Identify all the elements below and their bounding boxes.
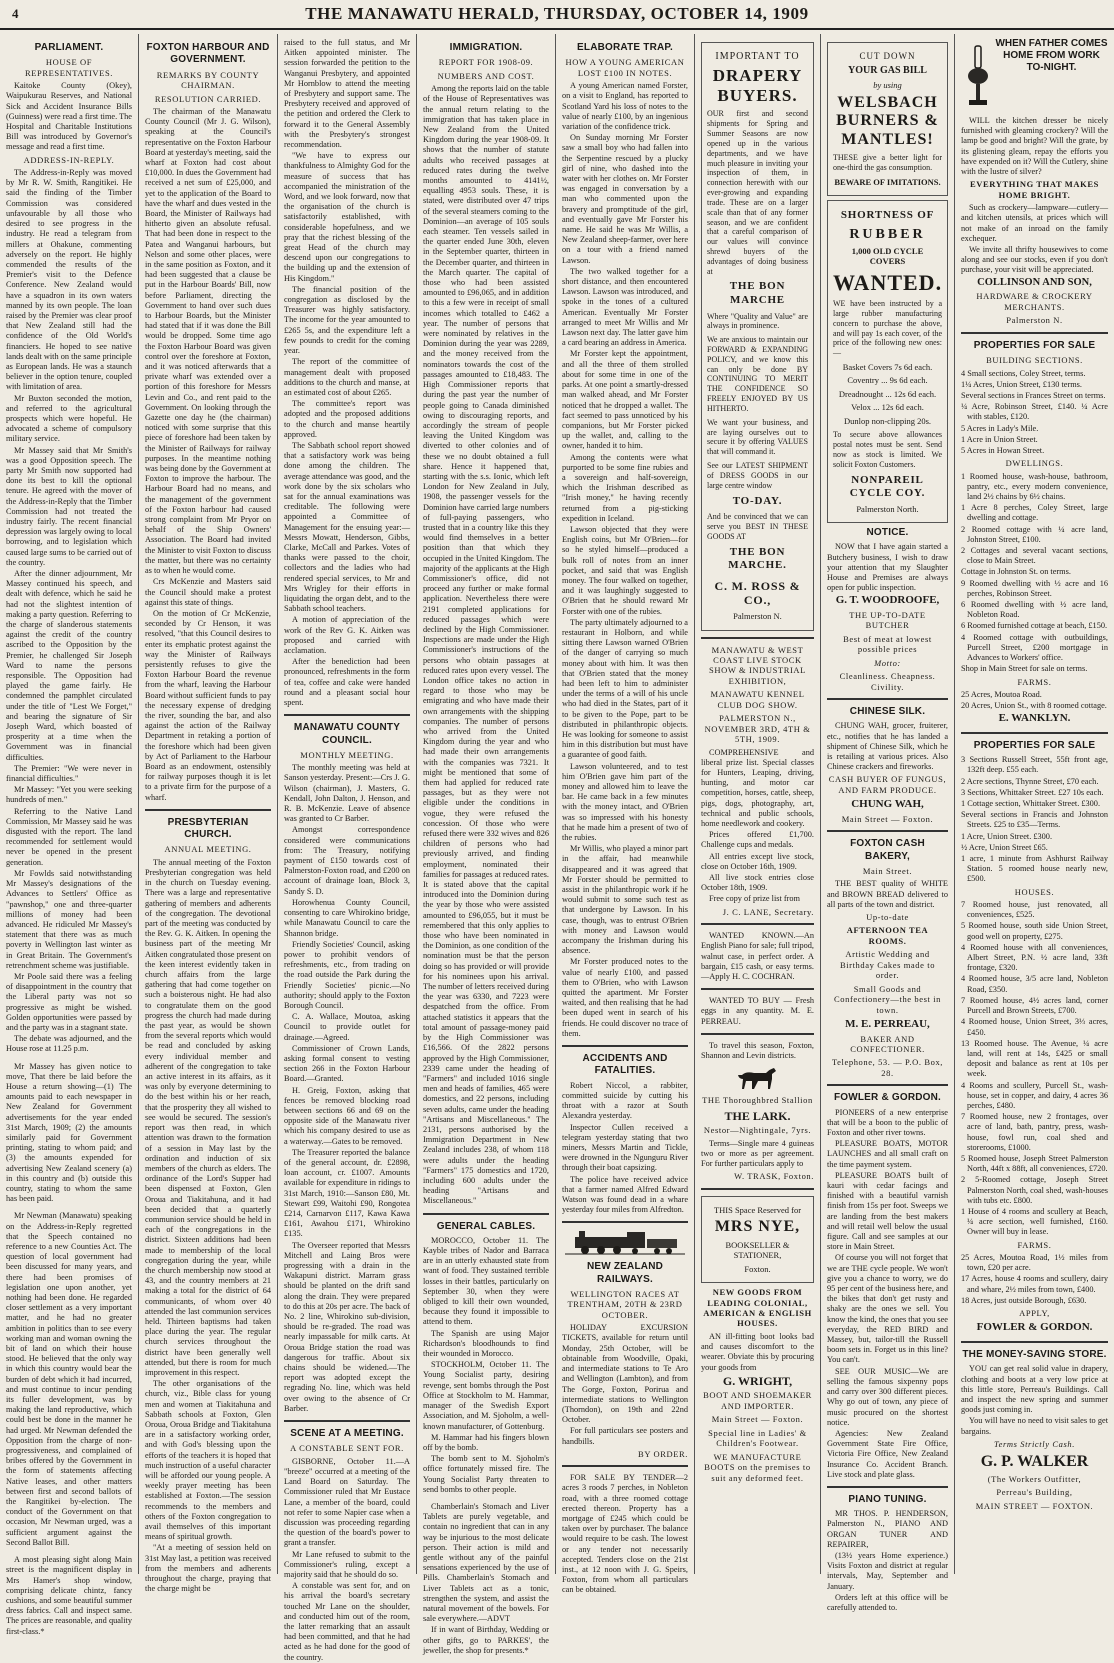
presbyterian-sub: ANNUAL MEETING. [164,844,252,855]
piano-body: (13½ years Home experience.) Visits Foxton and district at regular intervals, May, September and January. [827,1551,948,1591]
article-paragraph: The Overseer reported that Messrs Mitchell and Laing Bros were progressing with a drain in the Wakapuni district. Marram grass should be planted on the drift sand along the drain. They were prepared to do this at 20s per acre. The back of No. 2 line, Whirokino sub-division, should be re-graded. The road was nearly impassable for milk carts. At Oroua Bridge station the road was dangerous for traffic. About six chains should be widened.—The report was adopted except the regrading No. line, which was held over owing to the absence of Cr Barber. [284,1240,410,1413]
property-item: Shop in Main Street for sale on terms. [961,664,1088,674]
money-saving-body: You will have no need to visit sales to get bargains. [961,1416,1108,1436]
ad-line: SHORTNESS OF [840,209,935,222]
article-paragraph: The monthly meeting was held at Sanson yesterday. Present:—Crs J. G. Wilson (chairman), J. Masters, G. Kendall, John Dalton, J. Henson, and R. B. McKenzie. Leave of absence was granted to Cr Barber. [284,763,410,824]
property-item: 1 House of 4 rooms and scullery at Beach, ¼ acre section, well furnished, £160. Owner will buy in lease. [961,1206,1108,1237]
stallion-name: THE LARK. [724,1108,791,1123]
immigration-heading: IMMIGRATION. [449,42,523,53]
presbyterian-heading: PRESBYTERIAN CHURCH. [167,816,249,841]
article-paragraph: Mr Newman (Manawatu) speaking on the Address-in-Reply regretted that the Speech contained no reference to a new Counties Act. The question of local government had been discussed for many years, and there had been promises of legislation one upon another, yet nothing had been done. He regarded closer settlement as a very important matter, and he had no greater ambition in politics than to see every working man and woman owning the bit of land on which their house stood. He believed that the only way in which this country would bear the burden of debt which it had incurred, and must continue to incur pending its fuller development, was by making the land reproductive, which could best be done in the manner he had urged. Mr Newman defended the Opposition from the charge of non-progressiveness, and complained of bribes offered by the Government in the form of statements affecting Native leases, and other matters between first and second ballots of the Rangitikei by-election. The conduct of the Government on that occasion, Mr Newman urged, was a sufficient argument against the Second Ballot Bill. [6,1211,132,1547]
property-item: 5 Acres in Howan Street. [961,445,1045,455]
railways-body: For full particulars see posters and handbills. [562,1426,688,1446]
divider [827,698,948,700]
tender-body: FOR SALE BY TENDER—2 acres 3 roods 7 perches, in Nobleton road, with a three roomed cottage erected thereon. Property has a mortgage of £245 which could be taken over by purchaser. The balance would require to be cash. The lowest or any tender not necessarily accepted. Tenders close on the 21st inst., at 12 noon with J. G. Speirs, Foxton, from whom all particulars can be obtained. [562,1473,688,1595]
property-item: 2 Acre sections, Thynne Street, £70 each. [961,776,1099,786]
trap-heading: ELABORATE TRAP. [577,42,673,53]
ad-body: THESE give a better light for one-third the gas consumption. [833,152,942,172]
show-heading: MANAWATU & WEST COAST LIVE STOCK SHOW & INDUSTRIAL EXHIBITION, [709,644,806,686]
scene-heading: SCENE AT A MEETING. [290,1428,404,1440]
locomotive-icon [565,1229,685,1255]
article-paragraph: Among the reports laid on the table of the House of Representatives was the annual return relating to the immigration that has taken place in New Zealand from the United Kingdom during the year 1908-09. It shows that the number of statute adults who received passages at reduced rates during the twelve months amounted to 4141½, equalling 4953 souls. These, it is stated, were distributed over 47 trips of the several steamers coming to the Dominion—an average of 105 souls each steamer. Ten vessels sailed in the quarter ended June 30th, eleven in the September quarter, thirteen in the December quarter, and thirteen in the March quarter. The capital of those who had been assisted amounted to £96,065, and in addition to this a few were in receipt of small incomes which totalled to £462 a year. The number of persons that were nominated by relatives in the Dominion during the year was 2289, and the money received from the nominators towards the cost of the passages amounted to £18,483. The High Commissioner reports that during the past year the number of people going to Canada diminished owing to discouraging reports, and accordingly the stream of people leaving the United Kingdom was diverted to other colonies and of these we no doubt obtained a full share. Hence it happened that, starting with the s.s. Ionic, which left London for New Zealand in July, 1908, the passenger vessels for the Dominion have carried large numbers of full-paying passengers, who trusted that in a country like this they would find themselves in a better position than that which they occupied in the United Kingdom. The majority of the applicants at the High Commissioner's office, did not proceed any further or make formal application. Nevertheless there were 2191 completed applications for reduced passages which were declined by the High Commissioner. Inspections are made under the High Commissioner's instructions of the persons who obtain passages at reduced rates upon every vessel. The London office takes no action in regard to those who may be emigrating and who have made their own arrangements with the shipping companies. The number of persons who arrived from the United Kingdom during the year and who had made their own arrangements with the companies was 7321. It might be mentioned that some of them had applied for reduced rate passages, but as they were not eligible under the conditions in vogue, they were refused the concession. Of those who were refused there were 332 wives and 826 children of persons who had previously arrived, and finding employment, nominated their families for passages at reduced rates. It is stated above that the capital introduced into the Dominion during the year by those who were assisted amounted to £96,055, but it must be remembered that this only applies to those who have been nominated in the Dominion, as one condition of the nomination must be that the person doing so has provided or will provide for his nominees upon his arrival. The number of letters received during the year was 6330, and 7223 were despatched from the office. From attached statistics it appears that the total amount of passage-money paid by the High Commissioner was £16,566. Of the 2822 persons approved by the High Commissioner, 2339 came under the heading of "Farmers" and included 1016 single men and heads of families, 465 were domestics, and 22 persons, including seven adults, came under the heading "Artisans and Miscellaneous." The 2131, persons authorised by the Immigration Department in New Zealand includes 238, of whom 118 were adults under the heading "Farmers" 175 domestics and 1720, including 600 adults under the heading "Artisans and Miscellaneous." [423,84,549,1206]
bakery-body: Small Goods and Confectionery—the best in town. [833,983,942,1015]
divider [701,988,814,990]
article-paragraph: raised to the full status, and Mr Aitken appointed minister. The session forwarded the petition to the Wanganui Presbytery, and appointed Mr Hornblow to attend the meeting of Presbytery and support same. The Presbytery received and approved of the petition and ordered the Clerk to forward it to the General Assembly with the Presbytery's strongest recommendation. [284,38,410,150]
ad-body: Where "Quality and Value" are always in prominence. [707,311,808,331]
property-list [961,900,1108,1238]
railways-sign: BY ORDER. [638,1448,688,1459]
article-paragraph: The Sabbath school report showed that a satisfactory work was being done among the children. The average attendance was good, and the work done by the six scholars who sat for the annual examinations was creditable. The following were appointed a Committee of Management for the ensuing year:—Messrs Mowatt, Henderson, Gibbs, Clarke, McCall and Parkes. Votes of thanks were passed to the choir, collectors and the ladies who had rendered special services, to Mr and Mrs Wrigley for their efforts in liquidating the organ debt, and to the Sabbath school teachers. [284,440,410,614]
ad-headline: WELSBACH BURNERS & MANTLES! [836,93,939,148]
property-item: 1 Acre 8 perches, Coley Street, large dwelling and cottage. [961,503,1108,523]
silk-heading: CHINESE SILK. [849,706,926,718]
ad-body: And be convinced that we can serve you BEST IN THESE GOODS AT [707,512,808,541]
property-item: ½ Acre, Union Street £65. [961,842,1048,852]
silk-body: CASH BUYER OF FUNGUS, AND FARM PRODUCE. [828,774,947,795]
article-paragraph: On Sunday morning Mr Forster saw a small boy who had fallen into the Serpentine rescued by a plucky girl of nine, who dashed into the water with her clothes on. Mr Forster was engaged in conversation by a man who commented upon the bravery and promptitude of the girl, and eventually gave Mr Forster his name. He said he was Mr Willis, a New Zealand sheep-farmer, over here on a tour with a friend named Lawson. [562,133,688,265]
piano-heading: PIANO TUNING. [848,1493,927,1505]
divider [284,714,410,716]
page-columns [0,34,1114,1662]
article-paragraph: Commissioner of Crown Lands, asking formal consent to vesting section 266 in the Foxton Harbour Board.—Granted. [284,1043,410,1084]
article-paragraph: GISBORNE, October 11.—A "breeze" occurred at a meeting of the Land Board on Saturday. The Commissioner ruled that Mr Eustace Lane, a member of the board, could not refer to some Napier case when a discussion was proceeding regarding the question of the board's power to grant a transfer. [284,1456,410,1548]
piano-body: Orders left at this office will be carefully attended to. [827,1592,948,1613]
bakery-body: THE BEST quality of WHITE and BROWN BREAD delivered to all parts of the town and district. [827,879,948,909]
trap-sub: HOW A YOUNG AMERICAN LOST £100 IN NOTES. [565,57,685,78]
divider [701,923,814,925]
immigration-sub: REPORT FOR 1908-09. [438,57,534,68]
ad-body: WE have been instructed by a large rubber manufacturing concern to purchase the above, and will pay 1s each cover, of the price of the following new ones:— [833,299,942,358]
article-paragraph: The Premier: "We were never in financial difficulties." [6,763,132,784]
column-2 [139,34,278,1594]
bakery-trade: BAKER AND CONFECTIONER. [850,1033,925,1054]
walker-street: MAIN STREET — FOXTON. [975,1500,1094,1511]
article-paragraph: Mr Massey said that Mr Smith's was a good Opposition speech. The party Mr Smith now supported had done its best to kill the optional tenure. He agreed with the mover of the Address-in-Reply that the Timber Commission had not treated the industry fairly. The recent financial depression was largely owing to local borrowing, and to legislation which caused large sums to be carried out of the country. [6,445,132,567]
show-body: All entries except live stock, close on October 16th, 1909. [701,851,814,871]
notice-heading: NOTICE. [866,527,909,539]
wanted-ad: WANTED KNOWN.—An English Piano for sale; full tripod, walnut case, in perfect order. A bargain, £15 cash, or easy terms.—Apply H. C. COCHRAN. [701,931,814,981]
property-item: 6 Roomed furnished cottage at beach, £150. [961,621,1108,631]
price-item: Velox ... 12s 6d each. [851,402,924,413]
bakery-sub: Main Street. [862,865,913,876]
immigration-sub2: NUMBERS AND COST. [437,70,535,81]
property-item: Cottage in Johnston St. on terms. [961,567,1071,577]
article-paragraph: The Spanish are using Major Richardson's bloodhounds to find their wounded in Morocco. [423,1328,549,1359]
property-item: 7 Roomed house, just renovated, all conveniences, £525. [961,900,1108,920]
column-1 [0,34,139,1636]
bakery-body: AFTERNOON TEA ROOMS. [846,925,929,946]
harbour-sub2: RESOLUTION CARRIED. [154,93,262,104]
ad-town: Palmerston North. [856,503,919,514]
collinson-trade: HARDWARE & CROCKERY MERCHANTS. [976,291,1093,312]
fowler-gordon-body: PLEASURE BOATS, MOTOR LAUNCHES and all small craft on the time payment system. [827,1139,948,1169]
property-item: Several sections in Francis and Johnston Streets. £25 to £35—Terms. [961,810,1108,830]
show-heading: MANAWATU KENNEL CLUB DOG SHOW. [710,689,805,710]
ad-body: To secure above allowances postal notes must be sent. Send now as stock is limited. We solicit Foxton Customers. [833,430,942,469]
article-paragraph: H. Greig, Foxton, asking that fences be removed blocking road between sections 66 and 69 on the opposite side of the Manawatu river which his company desired to use as a waterway.—Gates to be removed. [284,1085,410,1146]
butcher-line: THE UP-TO-DATE BUTCHER [849,609,926,631]
property-item: 25 Acres, Moutoa Road. [961,689,1042,699]
money-saving-heading: THE MONEY-SAVING STORE. [962,1349,1107,1360]
butcher-motto: Cleanliness. Cheapness. Civility. [839,671,936,692]
article-paragraph: A constable was sent for, and on his arrival the board's secretary touched Mr Lane on the shoulder, and conducted him out of the room, the latter remarking that an assault had been committed, and that he had acted as he had done for the good of the country. [284,1581,410,1662]
column-7 [821,34,955,1613]
walker-addr: Perreau's Building, [996,1487,1073,1498]
address-sub: ADDRESS-IN-REPLY. [23,154,115,165]
article-paragraph: Amongst correspondence considered were communications from: The Treasury, notifying payment of £150 towards cost of Palmerston-Foxton road, and £200 on account of drainage loan, Block 3, Sandy S. D. [284,825,410,896]
properties-heading: PROPERTIES FOR SALE [973,739,1096,751]
fowler-gordon-name: FOWLER & GORDON. [976,1321,1093,1334]
property-item: 2 Roomed cottage with ¼ acre land, Johnston Street, £100. [961,524,1108,544]
column-3 [278,34,417,1662]
bakery-heading: FOXTON CASH BAKERY, [850,838,925,862]
railways-body: HOLIDAY EXCURSION TICKETS, available for return until Monday, 25th October, will be obtainable from Woodville, Opaki, and intermediate stations to Te Aro and Wellington (Lambton), and from The Gorge, Foxton, Porirua and intermediate stations to Wellington (Thorndon), on 19th and 22nd October. [562,1323,688,1425]
ad-name: TO-DAY. [732,494,783,507]
ad-headline: WANTED. [833,269,943,295]
property-item: 1 Roomed house, wash-house, bathroom, pantry, etc., every modern convenience, land 2½ chains by 6½ chains. [961,471,1108,502]
property-item: 1¼ Acres, Union Street, £130 terms. [961,379,1082,389]
property-item: 5 Roomed house, south side Union Street, good well on property, £275. [961,921,1108,941]
wanklyn-name: E. WANKLYN. [998,712,1071,725]
silk-addr: Main Street — Foxton. [841,813,934,824]
collinson-heading: WHEN FATHER COMES HOME FROM WORK TO-NIGHT. [995,38,1108,73]
article-paragraph: Mr Massey: "Yet you were seeking hundreds of men." [6,785,132,805]
welsbach-ad [827,42,948,196]
article-paragraph: Chamberlain's Stomach and Liver Tablets are purely vegetable, and contain no ingredient that can in any way be injurious to the most delicate person. Their action is mild and gentle without any of the painful sensations experienced by the use of Pills. Chamberlain's Stomach and Liver Tablets act as a tonic, strengthen the system, and assist the natural movement of the bowels. For sale everywhere.—ADVT [423,1501,549,1624]
divider [423,1213,549,1215]
property-item: 3 Sections Russell Street, 55ft front age, 132ft deep. £55 each. [961,755,1108,775]
article-paragraph: A most pleasing sight along Main street is the magnificent display in Mrs Hamer's shop window, comprising delicate chintz, fancy cushions, and some beautiful summer dress fabrics. Call and inspect same. The prices are reasonable, and quality first-class.* [6,1555,132,1636]
collinson-body: We invite all thrifty housewives to come along and see our stocks, even if you don't purchase, your visit will be appreciated. [961,244,1108,275]
column-8 [955,34,1114,1574]
ad-line: YOUR GAS BILL [848,65,927,77]
column-5 [556,34,695,1595]
butcher-name: G. T. WOODROOFE, [835,594,940,607]
show-sign: J. C. LANE, Secretary. [722,906,814,917]
article-paragraph: Mr Massey has given notice to move, That there be laid before the House a return showing—(1) The amounts paid to each newspaper in New Zealand for Government advertisements for the year ended 31st March, 1909; (2) the amounts similarly paid for Government printing, stating to whom paid; and (3) the amounts expended for advertising New Zealand scenery (a) in this country and (b) outside this country, stating to whom the same has been paid. [6,1061,132,1204]
property-item: 6 Roomed dwelling with ½ acre land, Nobleton Road. [961,600,1108,620]
article-paragraph: The police have received advice that a farmer named Alfred Edward Watson was found dead in a whare yesterday four miles from Alfredton. [562,1174,688,1215]
ad-line: BOOKSELLER & STATIONER, [725,1239,790,1261]
article-paragraph: Lawson objected that they were English coins, but Mr O'Brien—for so he styled himself—produced a bulk roll of notes from an inner pocket, and said that was English money. The four walked on together, and it was laughingly suggested to O'Brien that he should reward Mr Forster with one of the rubies. [562,524,688,616]
property-item: 2 Cottages and several vacant sections, close to Main Street. [961,546,1108,566]
price-item: Dunlop non-clipping 20s. [843,415,932,426]
silk-body: CHUNG WAH, grocer, fruiterer, etc., notifies that he has landed a shipment of Chinese Silk, which he is retailing at various prices. Also Chinese crackers and fireworks. [827,721,948,772]
property-item: 13 Roomed house. The Avenue, ¼ acre land, will rent at 14s, £425 or small deposit and balance as rent at 10s per week. [961,1038,1108,1079]
goods-body: WE MANUFACTURE BOOTS on the premises to suit any deformed feet. [704,1451,811,1483]
column-4 [417,34,556,1655]
price-item: Basket Covers 7s 6d each. [842,362,933,372]
ad-line: THIS Space Reserved for [713,1204,802,1215]
property-item: 4 Roomed house, Union Street, 3⅓ acres, £450. [961,1017,1108,1037]
article-paragraph: On the motion of Cr McKenzie, seconded by Cr Henson, it was resolved, "that this Council desires to enter its emphatic protest against the way the Minister of Railways persistently refuses to give the Foxton Harbour Board the revenue from the wharf, leaving the Harbour Board without sufficient funds to pay the necessary expense of dredging the river, sounding the bar, and also against the action of the Railway Department in retaking a portion of the foreshore which had been given by Act of Parliament to the Harbour Board as an endowment, ostensibly for railway purposes though it is let to a private firm for the purpose of a wharf. [145,608,271,802]
divider [961,332,1108,334]
money-saving-body: YOU can get real solid value in drapery, clothing and boots at a very low price at this little store, Perreau's Buildings. Call and inspect the new spring and summer goods just coming in. [961,1364,1108,1415]
goods-trade: BOOT AND SHOEMAKER AND IMPORTER. [703,1390,812,1411]
article-paragraph: The financial position of the congregation as disclosed by the Treasurer was highly satisfactory. The income for the year amounted to £265 5s, and the expenditure left a few pounds to credit for the coming year. [284,284,410,356]
ad-line: by using [873,80,902,91]
fowler-gordon-body: PLEASURE BOATS built of kauri with cedar facings and finished with a beautiful varnish finish from 15s per foot. Sweeps we are landing from the best makers and will retail well below the usual figure. Call and see samples at our store in Main Street. [827,1170,948,1252]
parliament-heading: PARLIAMENT. [34,42,104,53]
stallion-body: Terms—Single mare 4 guineas two or more as per agreement. For further particulars apply to [701,1138,814,1169]
fowler-gordon-body: Agencies: New Zealand Government State Fire Office, Victoria Fire Office, New Zealand Insurance Co. Accident Branch. Live stock and plate glass. [827,1428,948,1479]
divider [827,1486,948,1488]
ad-name: NONPAREIL CYCLE COY. [849,473,926,500]
newspaper-banner: THE MANAWATU HERALD, THURSDAY, OCTOBER 14, 1909 [305,4,809,23]
property-list [961,755,1108,884]
masthead [0,0,1114,30]
article-paragraph: The chairman of the Manawatu County Council (Mr J. G. Wilson), speaking at the Council's representative on the Foxton Harbour Board at yesterday's meeting, said the wharf at Foxton had cost about £10,000. In dues the Government had received a net sum of £25,000, and yet to the application of the Board to have the wharf and dues vested in the Board, the Minister of Railways had hitherto given an absolute refusal. That had been done in respect to the Patea and Wanganui harbours, but Nelson and some other places, were in the same position as Foxton, and it had been suggested that a clause be put in the Harbour Boards' Bill, now before Parliament, directing the Government to hand over such dues to Harbour Boards, but the Minister had stated that if it was done the Bill would be dropped. Some time ago the Foxton Harbour Board was given control over the foreshore at Foxton, and it was noticed afterwards that a private wharf was extended over a portion of this foreshore for Messrs Levin and Co., and rent paid to the Government. On looking through the Gazette one day he (the chairman) noticed with some surprise that this piece of foreshore had been taken by the Minister of Railways for railway purposes. In the meantime nothing was being done by the Government at Foxton to improve the harbour. The Harbour Board had no means, and the management of the government of the Foxton harbour had caused strong complaint from Mr Pryor on behalf of the Ship Owners' Association. The Board had invited the Minister to visit Foxton to discuss the matter, but there was no certainty as to when he would come. [145,106,271,576]
article-paragraph: Robert Niccol, a rabbiter, committed suicide by cutting his throat with a razor at South Alexandra yesterday. [562,1080,688,1121]
show-body: All live stock entries close October 18th, 1909. [701,873,814,893]
ad-line: IMPORTANT TO [715,51,800,62]
butcher-motto-label: Motto: [874,657,901,668]
article-paragraph: Mr Buxton seconded the motion, and referred to the agricultural prospects which were hopeful. He advocated a scheme of compulsory military service. [6,393,132,444]
fowler-gordon-body: Of course you will not forget that we are THE cycle people. We won't give you a chance to worry, we do 95 per cent of the business here, and the bikes that don't get rusty and shaky are the ones we sell. You know the kind, the ones that you see everyday, the RED BIRD and Massey, but, tailor-till the Russell boom sets in. Forget us in this line? You can't. [827,1253,948,1365]
divider [701,1188,814,1190]
horse-icon [736,1065,780,1091]
ad-town: Palmerston N. [733,611,782,622]
property-item: 4 Rooms and scullery, Purcell St., wash-house, set in copper, and dairy, 4 acres 36 perches, £480. [961,1080,1108,1110]
show-body: COMPREHENSIVE and liberal prize list. Special classes for Hunters, Leaping, driving, hunting, and motor car competition, horses, cattle, sheep, pigs, dogs, photography, art, technical and public schools, home needlework and cookery. [701,747,814,829]
divider [562,1221,688,1223]
article-paragraph: Horowhenua County Council, consenting to care Whirokino bridge, while Manawatu Council to care the Shannon bridge. [284,897,410,938]
railways-heading: NEW ZEALAND RAILWAYS. [586,1261,664,1285]
collinson-town: Palmerston N. [1006,315,1063,326]
fowler-gordon-heading: FOWLER & GORDON. [833,1092,942,1104]
divider [827,830,948,832]
price-item: Dreadnought ... 12s 6d each. [838,388,937,399]
property-item: 5 Acres in Lady's Mile. [961,423,1039,433]
rubber-ad [827,200,948,523]
property-item: 4 Roomed house with all conveniences, Albert Street, P.N. ½ acre land, 33ft frontage, £320. [961,942,1108,973]
article-paragraph: The party ultimately adjourned to a restaurant in Holborn, and while sitting there Lawson warned O'Brien of the danger of carrying so much money about with him. It was then that O'Brien stated that the money had been left to him to administer under the terms of a will of his uncle who had died in the States, part of it to be given to the Pope, part to be distributed in philanthropic objects. He was looking for someone to assist him in this distribution but must have a guarantee of good faith. [562,617,688,760]
article-paragraph: The debate was adjourned, and the House rose at 11.25 p.m. [6,1034,132,1054]
railways-sub: WELLINGTON RACES AT TRENTHAM, 20TH & 23RD OCTOBER. [567,1288,683,1320]
show-body: Free copy of prize list from [709,894,801,904]
stallion-head: THE Thoroughbred Stallion [702,1095,813,1106]
article-paragraph: Mr Poole said there was a feeling of disappointment in the country that the Liberal party was not so progressive as might be wished. Golden opportunities were passed by and the party was in a stagnant state. [6,971,132,1032]
property-item: 5 Roomed house, Joseph Street Palmerston North, 44ft x 88ft, all conveniences, £720. [961,1153,1108,1174]
goods-addr: Main Street — Foxton. [711,1414,804,1425]
article-paragraph: Mr Forster kept the appointment, and all the three of them strolled about for some time in one of the parks. At one point a smartly-dressed man walked ahead, and Mr Forster noticed that he dropped a wallet. The fact seemed to pass unnoticed by his companions, but Mr Forster picked up the wallet, and, calling to the owner, handed it to him. [562,349,688,451]
property-item: 4 Small sections, Coley Street, terms. [961,368,1086,378]
bakery-tel: Telephone, 53. — P.O. Box, 28. [831,1057,944,1078]
divider [961,1341,1108,1343]
article-paragraph: The Address-in-Reply was moved by Mr R. W. Smith, Rangitikei. He said the finding of the Timber Commission was considered unfavourable by all those who desired to see progress in the industry. He read a telegram from millers at Ohakune, commenting adversely on the report. He highly commended the results of the Premier's visit to the Defence Conference. New Zealand would have a squadron in its own waters manned by its own people. The loan raised by the Premier was clear proof that New Zealand still had the confidence of the Old World's financiers. He hoped to see native lands dealt with on the same principle as European lands. He was a staunch believer in the option tenure, coupled with limitation of area. [6,168,132,392]
article-paragraph: Friendly Societies' Council, asking power to prohibit vendors of refreshments, etc., from trading on the road outside the Park during the Friendly Societies' picnic.—No authority; should apply to the Foxton Borough Council. [284,939,410,1010]
ad-headline: DRAPERY BUYERS. [712,66,803,105]
ad-body: OUR first and second shipments for Spring and Summer Seasons are now opened up in the various departments, and we have much pleasure in inviting your inspection of them, in connection herewith with our ever-growing and expanding trade. These are on a larger scale than that of any former season, and we are confident that a careful comparison of our values will convince shrewd buyers of the advantages of doing business at [707,109,808,276]
lamp-icon [965,44,991,112]
properties-sub: HOUSES. [1014,886,1055,897]
article-paragraph: The report of the committee of management dealt with proposed additions to the church and manse, at an estimated cost of about £265. [284,357,410,397]
article-paragraph: The bomb sent to M. Sjoholm's office fortunately missed fire. The Young Socialist Party threaten to send bombs to other people. [423,1454,549,1494]
article-paragraph: After the benediction had been pronounced, refreshments in the form of tea, coffee and cake were handed round and a pleasant social hour spent. [284,657,410,707]
ad-body: See our LATEST SHIPMENT of DRESS GOODS in our large centre window [707,461,808,490]
property-item: 4 Roomed house, 3/5 acre land, Nobleton Road, £350. [961,974,1108,994]
property-item: ¼ Acre, Robinson Street, £140. ¼ Acre with stables, £120. [961,402,1108,422]
ad-name: THE BON MARCHE. [728,545,787,572]
ad-body: We are anxious to maintain our FORWARD & EXPANDING POLICY, and we know this can only be done BY CONTINUING TO MERIT THE CONFIDENCE SO FREELY ENJOYED BY US HITHERTO. [707,335,808,413]
apply-line: APPLY, [1019,1308,1050,1319]
article-paragraph: "At a meeting of session held on 31st May last, a petition was received from the members and adherents throughout the charge, praying that the charge might be [145,1543,271,1594]
article-paragraph: Crs McKenzie and Masters said the Council should make a protest against this state of things. [145,577,271,607]
ad-line: BEWARE OF IMITATIONS. [834,176,941,187]
scene-sub: A CONSTABLE SENT FOR. [290,1443,404,1454]
article-paragraph: Lawson volunteered, and to test him O'Brien gave him part of the money and allowed him to leave the bar. He came back in a few minutes with the money intact, and O'Brien was so impressed with his honesty that he made him a present of two of the rubies. [562,761,688,843]
article-paragraph: STOCKHOLM, October 11. The Young Socialist party, desiring revenge, sent bombs through the Post Office at Stockholm to M. Hammar, manager of the Swedish Export Association, and M. Sjoholm, a well-known manufacturer, of Gottenburg. [423,1360,549,1431]
article-paragraph: Mr Fowlds said notwithstanding Mr Massey's designations of the Advances to Settlers' Office as "pawnshop," one and three-quarter millions of money had been advanced. He ridiculed Mr Massey's statement that there was as much poverty in Wellington last winter as in Great Britain. The Government's retrenchment scheme was justifiable. [6,868,132,970]
property-item: 7 Roomed house, new 2 frontages, over acre of land, bath, pantry, press, wash-house, fowl run, coal shed and storerooms, £1000. [961,1112,1108,1152]
collinson-big: EVERYTHING THAT MAKES HOME BRIGHT. [970,179,1099,200]
harbour-sub: REMARKS BY COUNTY CHAIRMAN. [156,69,260,91]
goods-name: G. WRIGHT, [722,1373,793,1388]
properties-sub: FARMS. [1017,1239,1052,1250]
divider [961,732,1108,734]
wanted-ad: WANTED TO BUY — Fresh eggs in any quantity. M. E. PERREAU. [701,996,814,1026]
property-item: 3 Sections, Whittaker Street. £27 10s each. [961,787,1104,797]
mrs-nye-ad [701,1196,814,1283]
article-paragraph: M. Hammar had his fingers blown off by the bomb. [423,1432,549,1452]
property-item: 25 Acres, Moutoa Road, 1½ miles from town, £20 per acre. [961,1253,1108,1273]
property-item: 7 Roomed house, 4½ acres land, corner Purcell and Brown Streets, £700. [961,995,1108,1016]
article-paragraph: Mr Willis, who played a minor part in the affair, had meanwhile disappeared and it was agreed that Mr Forster should be permitted to assist in the philanthropic work if he would submit to some such test as that undergone by Lawson. In his case, though, was to entrust O'Brien with money and Lawson would accompany the Irishman during his absence. [562,844,688,956]
ad-headline: MRS NYE, [714,1218,801,1236]
bakery-name: M. E. PERREAU, [845,1017,930,1030]
page-number: 4 [12,6,19,21]
property-item: 1 Cottage section, Whittaker Street. £300. [961,798,1101,808]
stallion-body: Nestor—Nightingale, 7yrs. [703,1125,812,1136]
ad-firm: C. M. ROSS & CO., [714,578,801,608]
property-item: 20 Acres, Union St., with 8 roomed cottage. [961,701,1107,711]
article-paragraph: The Treasurer reported the balance of the general account, dr. £2898, loan account, cr. £1007. Amounts available for expenditure in ridings to 31st March, 1910:—Sanson £80, Mt. Stewart £99, Waitohi £90, Rongotea £214, Carnarvon £117, Kawa Kawa £161, Awahou £171, Whirokino £135. [284,1147,410,1239]
property-item: Several sections in Frances Street on terms. [961,390,1106,400]
county-council-heading: MANAWATU COUNTY COUNCIL. [293,722,401,746]
ad-line: CUT DOWN [859,51,916,61]
article-paragraph: After the dinner adjournment, Mr Massey continued his speech, and dealt with defence, which he said he had not the slightest intention of making a party question. Referring to the charge of slanderous statements against the credit of the country ascribed to the Opposition by the Premier, he challenged Sir Joseph Ward to name the persons responsible. The Opposition had played the game fairly. He condemned the pamphlet circulated under the title of "Lest We Forget," and bearing the signature of Sir Joseph Ward, which boasted of prosperity at a time when the Government was in financial difficulties. [6,569,132,762]
property-item: 1 Acre in Union Street. [961,434,1038,444]
article-paragraph: C. A. Wallace, Moutoa, asking Council to provide outlet for drainage.—Agreed. [284,1012,410,1042]
show-body: Prices offered £1,700. Challenge cups and medals. [701,830,814,850]
walker-name: G. P. WALKER [980,1453,1089,1471]
collinson-name: COLLINSON AND SON, [977,276,1092,288]
article-paragraph: MOROCCO, October 11. The Kayble tribes of Nador and Barraca are in an utterly exhausted state from want of food. They sustained terrible losses in their battles, particularly on September 30, when they were obliged to kill their own wounded, because they found it impossible to attend to them. [423,1235,549,1327]
property-list [961,1253,1108,1306]
notice-body: NOW that I have again started a Butchery business, I wish to draw your attention that my Slaughter House and Premises are always open for public inspection. [827,542,948,593]
property-item: 4 Roomed cottage with outbuildings, Purcell Street, £200 mortgage in Advances to Workers' office. [961,632,1108,663]
article-paragraph: Kaitoke County (Okey), Waipukurau Reserves, and National Sick and Accident Insurance Bills (Guinness) were read a first time. The Hospital and Charitable Institutions Bill was introduced by Governor's message and read a first time. [6,81,132,152]
article-paragraph: Mr Lane refused to submit to the Commissioner's ruling, except a majority said that he should do so. [284,1549,410,1580]
ad-body: We want your business, and are laying ourselves out to secure it by offering VALUES that will command it. [707,417,808,457]
article-paragraph: If in want of Birthday, Wedding or other gifts, go to PARKES', the jeweller, the shop for presents.* [423,1625,549,1655]
properties-sub: DWELLINGS. [1005,458,1064,469]
stallion-travel: To travel this season, Foxton, Shannon and Levin districts. [701,1040,814,1060]
cables-heading: GENERAL CABLES. [436,1220,536,1232]
stallion-sign: W. TRASK, Foxton. [734,1171,814,1182]
property-item: 2 5-Roomed cottage, Joseph Street Palmerston North, coal shed, wash-houses with tubs etc. £800. [961,1175,1108,1205]
divider [701,637,814,639]
bakery-body: Artistic Wedding and Birthday Cakes made to order. [839,949,936,981]
goods-body: AN ill-fitting boot looks bad and causes discomfort to the wearer. Obviate this by procuring your goods from [701,1331,814,1372]
silk-name: CHUNG WAH, [851,798,924,811]
article-paragraph: Among the contents were what purported to be some fine rubies and a sovereign and half-sovereign, which the Irishman described as "Irish money," he having recently returned from a pig-sticking expedition in Iceland. [562,452,688,523]
collinson-body: Such as crockery—lampware—cutlery—and kitchen utensils, at prices which will not make of an inroad on the family exchequer. [961,203,1108,243]
accidents-heading: ACCIDENTS AND FATALITIES. [582,1053,668,1077]
ad-line: Foxton. [744,1263,771,1274]
article-paragraph: Mr Forster produced notes to the value of nearly £100, and passed them to O'Brien, who with Lawson quitted the apartment. Mr Forster waited, and then realising that he had been duped went in search of his friends. He could discover no trace of them. [562,957,688,1038]
fowler-gordon-body: PIONEERS of a new enterprise that will be a boon to the public of Foxton and other river towns. [827,1107,948,1138]
price-item: Coventry ... 9s 6d each. [847,375,928,386]
article-paragraph: The other organisations of the church, viz., Bible class for young men and women at Tiakitahuna and Sabbath schools at Foxton, Glen Oroua, Oroua Bridge and Tiakitahuna are in a satisfactory working order, and with God's blessing upon the efforts of the teachers it is hoped that much instruction of a useful character will be afforded our young people. A weekly prayer meeting has been established at Foxton.—The session recommends to the members and others of the Foxton congregation to avail themselves of this important means of spiritual growth. [145,1379,271,1542]
article-paragraph: A young American named Forster, on a visit to England, has reported to Scotland Yard his loss of notes to the value of nearly £100, by an ingenious variation of the confidence trick. [562,81,688,132]
article-paragraph: The committee's report was adopted and the proposed additions to the church and manse heartily approved. [284,399,410,439]
property-item: 1 acre, 1 minute from Ashhurst Railway Station. 5 roomed house nearly new, £500. [961,854,1108,884]
ad-line: 1,000 OLD CYCLE COVERS [851,245,924,267]
divider [562,1045,688,1047]
collinson-ad-top [961,38,1108,116]
piano-body: MR THOS. P. HENDERSON, Palmerston N., PIANO AND ORGAN TUNER AND REPAIRER, [827,1509,948,1549]
property-list [961,369,1108,457]
divider [562,1465,688,1467]
article-paragraph: Inspector Cullen received a telegram yesterday stating that two miners, Messrs Martin and Tickle, were drowned in the Ngunguru River through their boat capsizing. [562,1122,688,1173]
property-item: 18 Acres, just outside Borough, £630. [961,1295,1087,1305]
divider [701,1033,814,1035]
column-6 [695,34,821,1574]
collinson-body: WILL the kitchen dresser be nicely furnished with gleaming crockery? Will the lamp be good and bright? Will the grate, by its glistening gleam, repay the efforts you have expended on it? Will the Cutlery, shine with the lustre of silver? [961,116,1108,177]
divider [827,1084,948,1086]
article-paragraph: A motion of appreciation of the work of the Rev G. K. Aitken was proposed and carried with acclamation. [284,615,410,655]
parliament-sub: HOUSE OF REPRESENTATIVES. [24,57,114,78]
goods-heading: NEW GOODS FROM LEADING COLONIAL, AMERICAN & ENGLISH HOUSES. [703,1287,812,1329]
butcher-line: Best of meat at lowest possible prices [843,633,932,655]
properties-heading: PROPERTIES FOR SALE [973,339,1096,351]
article-paragraph: The annual meeting of the Foxton Presbyterian congregation was held in the church on Tuesday evening. There was a large and representative gathering of members and adherents of the congregation. The devotional part of the meeting was conducted by the Rev. G. K. Aitken. In opening the business part of the meeting Mr Aitken congratulated those present on the keen interest evidently taken in church affairs from the large gathering that had come together on such a boisterous night. He had also to congratulate them on the good progress the church had made during the past year, as would be shown from the several reports which would be read and concluded by asking every individual member and adherent of the congregation to take an active interest in its affairs, as it was only by everyone determining to do the best within his or her reach, that the prosperity they all wished to see would be secured. The session's report was then read, in which attention was drawn to the formation of a session in May last by the ordination and induction of six members of the church as elders. The ordinance of the Lord's Supper had been dispensed at Foxton, Glen Oroua and Tiakitahuna, and it had been decided that a quarterly communion service should be held in each of the congregations in the district. Sixteen additions had been made to membership of the local congregation during the year, while the church membership now stood at 43, and the country members at 21 making a total for the district of 64 communicants, of whom over 40 attended the last communion services held. Thirteen baptisms had taken place during the year. The regular church services throughout the district have been generally well attended, but there is room for much improvement in this respect. [145,857,271,1377]
goods-body: Special line in Ladies' & Children's Footwear. [708,1427,807,1449]
article-paragraph: The two walked together for a short distance, and then encountered Lawson. Lawson was introduced, and spoke in the tones of a cultured American. Eventually Mr Forster arranged to meet Mr Willis and Mr Lawson next day. The latter gave him a card bearing an address in America. [562,266,688,348]
fowler-gordon-body: SEE OUR MUSIC—We are selling the famous sixpenny pops and carry over 300 different pieces. Why go out of town, any piece of music procured on the shortest notice. [827,1366,948,1427]
harbour-heading: FOXTON HARBOUR AND GOVERNMENT. [146,42,270,66]
article-paragraph: "We have to express our thankfulness to Almighty God for the measure of success that has accompanied the ministration of the Word, and we look forward, now that the organisation of the church is satisfactorily established, with considerable hopefulness, and we pray that the richest blessing of the great Head of the church may descend upon our congregations to the building up and the extension of His Kingdom." [284,151,410,283]
show-dates: PALMERSTON N., NOVEMBER 3RD, 4TH & 5TH, 1909. [704,713,811,745]
properties-sub: BUILDING SECTIONS. [986,355,1083,366]
money-saving-terms: Terms Strictly Cash. [994,1438,1075,1449]
bakery-body: Up-to-date [866,911,909,922]
walker-trade: (The Workers Outfitter, [987,1473,1082,1484]
property-item: 1 Acre, Union Street. £300. [961,831,1053,841]
property-list [961,472,1108,675]
ad-name: THE BON MARCHE [729,280,786,306]
ad-line: RUBBER [849,226,926,242]
article-paragraph: Referring to the Native Land Commission, Mr Massey said he was disgusted with the report. The land recommended for settlement would never be opened in the present generation. [6,806,132,867]
bon-marche-ad [701,42,814,631]
property-list [961,690,1108,711]
properties-sub: FARMS. [1017,676,1052,687]
divider [145,809,271,811]
county-council-sub: MONTHLY MEETING. [300,749,394,760]
divider [284,1420,410,1422]
property-item: 9 Roomed dwelling with ½ acre and 16 perches, Robinson Street. [961,578,1108,598]
property-item: 17 Acres, house 4 rooms and scullery, dairy and whare, 2½ miles from town, £400. [961,1274,1108,1294]
